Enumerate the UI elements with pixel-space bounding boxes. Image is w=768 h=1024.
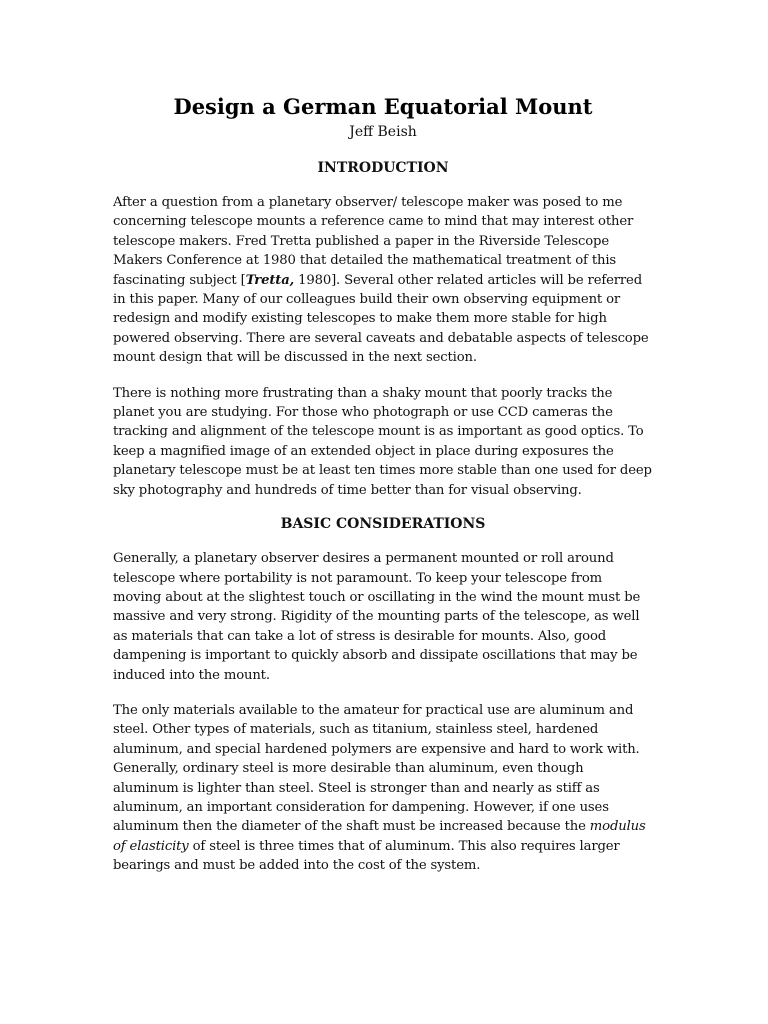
- document-title: Design a German Equatorial Mount: [173, 94, 593, 119]
- text-run: of steel is three times that of aluminum. This also requires larger bearings and must be added into the cost of the system.: [113, 838, 620, 874]
- italic-term: modulus of elasticity: [113, 819, 646, 854]
- section-heading-basic-considerations: BASIC CONSIDERATIONS: [280, 516, 486, 533]
- text-run: The only materials available to the amateur for practical use are aluminum and steel. Other types of materials, such as titanium, stainless steel, hardened aluminum, and special hardened polymers are expensive and hard to work with. Generally, ordinary steel is more desirable than aluminum, even though aluminum is lighter than steel. Steel is stronger than and nearly as stiff as aluminum, an important consideration for dampening. However, if one uses aluminum then the diameter of the shaft must be increased because the: [113, 702, 640, 835]
- introduction-paragraph-1: [113, 193, 653, 368]
- text-run: After a question from a planetary observer/ telescope maker was posed to me concerning telescope mounts a reference came to mind that may interest other telescope makers. Fred Tretta published a paper in the Riverside Telescope Makers Conference at 1980 that detailed the mathematical treatment of this fascinating subject [: [113, 195, 634, 288]
- document-author: Jeff Beish: [349, 124, 417, 140]
- document-body: [113, 92, 653, 876]
- basic-considerations-paragraph-2: [113, 701, 653, 876]
- section-heading-introduction: INTRODUCTION: [317, 160, 449, 176]
- text-run: 1980]. Several other related articles will be referred in this paper. Many of our colleagues build their own observing equipment or redesign and modify existing telescopes to make them more stable for high powered observing. There are several caveats and debatable aspects of telescope mount design that will be discussed in the next section.: [113, 272, 649, 366]
- basic-considerations-paragraph-1: Generally, a planetary observer desires a permanent mounted or roll around telescope where portability is not paramount. To keep your telescope from moving about at the slightest touch or oscillating in the wind the mount must be massive and very strong. Rigidity of the mounting parts of the telescope, as well as materials that can take a lot of stress is desirable for mounts. Also, good dampening is important to quickly absorb and dissipate oscillations that may be induced into the mount.: [113, 551, 641, 683]
- citation-author: Tretta,: [245, 272, 295, 288]
- introduction-paragraph-2: There is nothing more frustrating than a shaky mount that poorly tracks the planet you are studying. For those who photograph or use CCD cameras the tracking and alignment of the telescope mount is as important as good optics. To keep a magnified image of an extended object in place during exposures the planetary telescope must be at least ten times more stable than one used for deep sky photography and hundreds of time better than for visual observing.: [113, 385, 652, 498]
